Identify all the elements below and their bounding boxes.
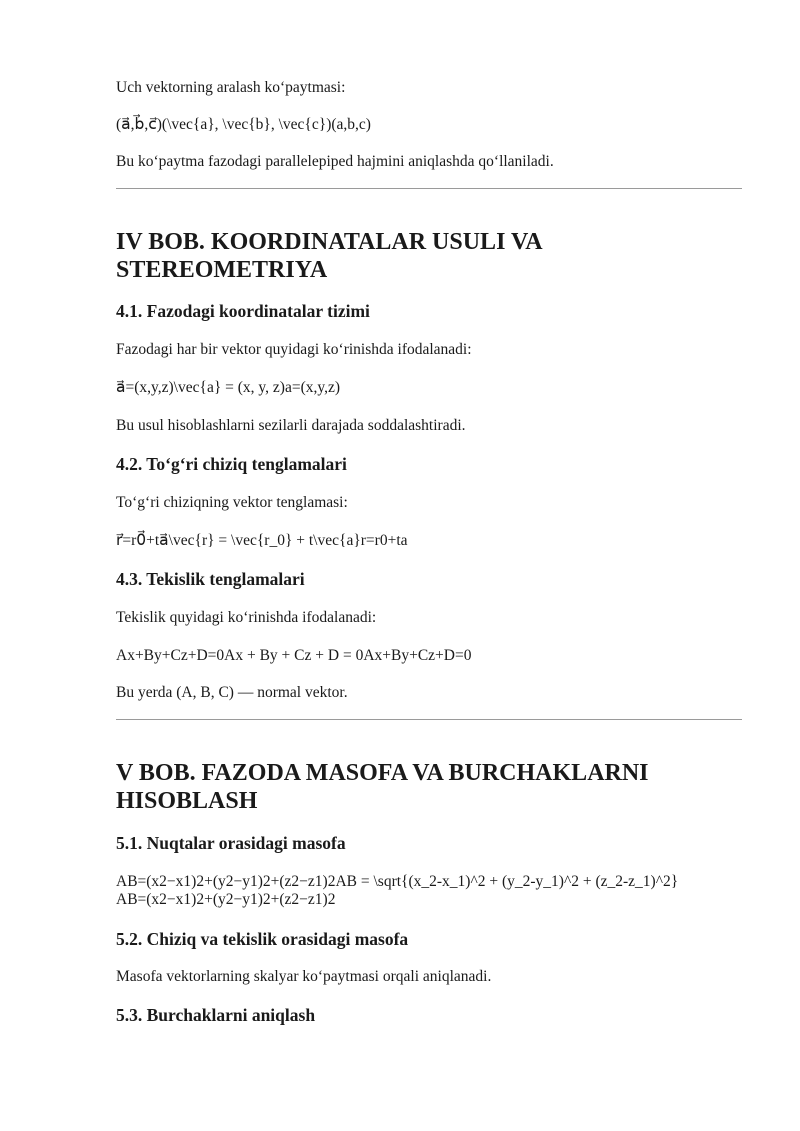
body-paragraph: Tekislik quyidagi ko‘rinishda ifodalanadi:: [116, 609, 377, 626]
chapter-title-line: IV BOB. KOORDINATALAR USULI VA: [116, 229, 543, 255]
body-paragraph: Bu yerda (A, B, C) — normal vektor.: [116, 684, 348, 701]
body-paragraph: Bu usul hisoblashlarni sezilarli darajada soddalashtiradi.: [116, 417, 466, 434]
body-paragraph: Masofa vektorlarning skalyar ko‘paytmasi orqali aniqlanadi.: [116, 968, 492, 985]
body-paragraph: Fazodagi har bir vektor quyidagi ko‘rinishda ifodalanadi:: [116, 341, 472, 358]
chapter-title-line: HISOBLASH: [116, 788, 258, 814]
formula: a⃗=(x,y,z)\vec{a} = (x, y, z)a=(x,y,z): [116, 379, 341, 396]
section-divider: [116, 719, 742, 720]
section-heading: 4.3. Tekislik tenglamalari: [116, 569, 305, 589]
triple-product-formula: (a⃗,b⃗,c⃗)(\vec{a}, \vec{b}, \vec{c})(a,b,c): [116, 116, 371, 133]
section-heading: 4.1. Fazodagi koordinatalar tizimi: [116, 301, 370, 321]
intro-paragraph: Uch vektorning aralash ko‘paytmasi:: [116, 79, 346, 96]
intro-paragraph: Bu ko‘paytma fazodagi parallelepiped hajmini aniqlashda qo‘llaniladi.: [116, 153, 554, 170]
formula: AB=(x2−x1)2+(y2−y1)2+(z2−z1)2: [116, 891, 336, 908]
section-heading: 5.2. Chiziq va tekislik orasidagi masofa: [116, 929, 409, 949]
chapter-title: [116, 759, 742, 815]
section-divider: [116, 188, 742, 189]
formula: Ax+By+Cz+D=0Ax + By + Cz + D = 0Ax+By+Cz+D=0: [116, 647, 472, 664]
section-heading: 5.1. Nuqtalar orasidagi masofa: [116, 833, 346, 853]
section-heading: 5.3. Burchaklarni aniqlash: [116, 1005, 316, 1025]
body-paragraph: To‘g‘ri chiziqning vektor tenglamasi:: [116, 494, 348, 511]
chapter-title-line: STEREOMETRIYA: [116, 257, 328, 283]
chapter-title: [116, 228, 742, 284]
chapter-title-line: V BOB. FAZODA MASOFA VA BURCHAKLARNI: [116, 760, 649, 786]
section-heading: 4.2. To‘g‘ri chiziq tenglamalari: [116, 454, 347, 474]
formula: AB=(x2−x1)2+(y2−y1)2+(z2−z1)2AB = \sqrt{(x_2-x_1)^2 + (y_2-y_1)^2 + (z_2-z_1)^2}: [116, 873, 679, 890]
formula: r⃗=r0⃗+ta⃗\vec{r} = \vec{r_0} + t\vec{a}r=r0+ta: [116, 532, 408, 549]
